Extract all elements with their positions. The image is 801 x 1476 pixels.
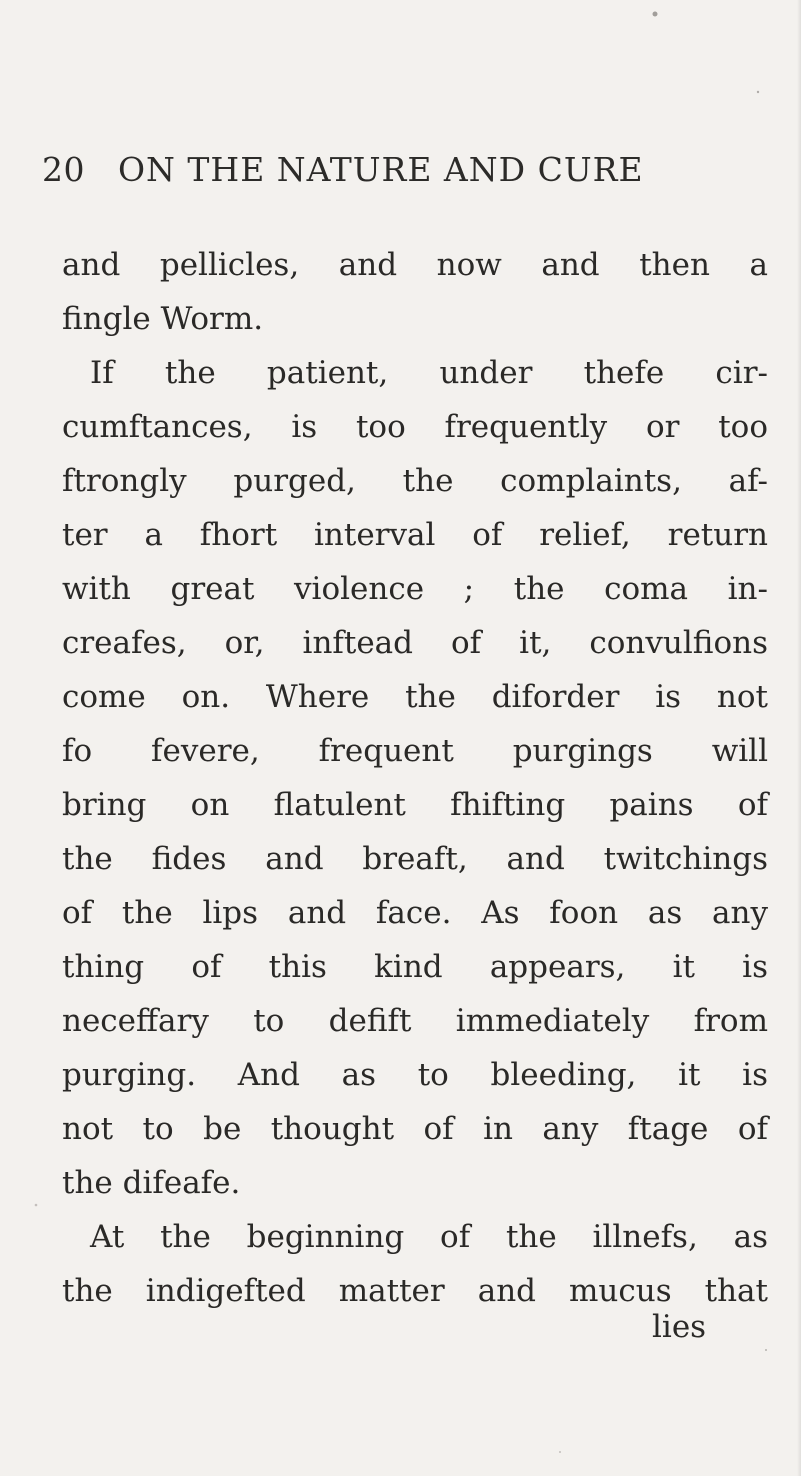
text-line: purging. And as to bleeding, it is — [62, 1057, 768, 1093]
text-line: come on. Where the diforder is not — [62, 679, 768, 715]
text-line: the difeafe. — [62, 1165, 241, 1201]
text-line: ftrongly purged, the complaints, af- — [62, 463, 768, 499]
text-line: not to be thought of in any ftage of — [62, 1111, 768, 1147]
text-line: creafes, or, inftead of it, convulfions — [62, 625, 768, 661]
text-line: If the patient, under thefe cir- — [90, 355, 768, 391]
text-line: fingle Worm. — [62, 301, 264, 337]
text-line: neceffary to defift immediately from — [62, 1003, 768, 1039]
text-line: cumftances, is too frequently or too — [62, 409, 768, 445]
text-line: with great violence ; the coma in- — [62, 571, 768, 607]
page-header — [42, 150, 762, 200]
page-edge-shadow — [797, 0, 801, 1476]
text-line: thing of this kind appears, it is — [62, 949, 768, 985]
catchword: lies — [652, 1309, 707, 1345]
page-number: 20 — [42, 150, 85, 189]
text-line: the indigefted matter and mucus that — [62, 1273, 768, 1309]
text-line: bring on flatulent fhifting pains of — [62, 787, 768, 823]
text-line: of the lips and face. As foon as any — [62, 895, 768, 931]
text-line: fo fevere, frequent purgings will — [62, 733, 768, 769]
running-head: ON THE NATURE AND CURE — [118, 150, 644, 189]
text-line: the fides and breaft, and twitchings — [62, 841, 768, 877]
text-line: At the beginning of the illnefs, as — [90, 1219, 768, 1255]
text-line: ter a fhort interval of relief, return — [62, 517, 768, 553]
text-line: and pellicles, and now and then a — [62, 247, 768, 283]
